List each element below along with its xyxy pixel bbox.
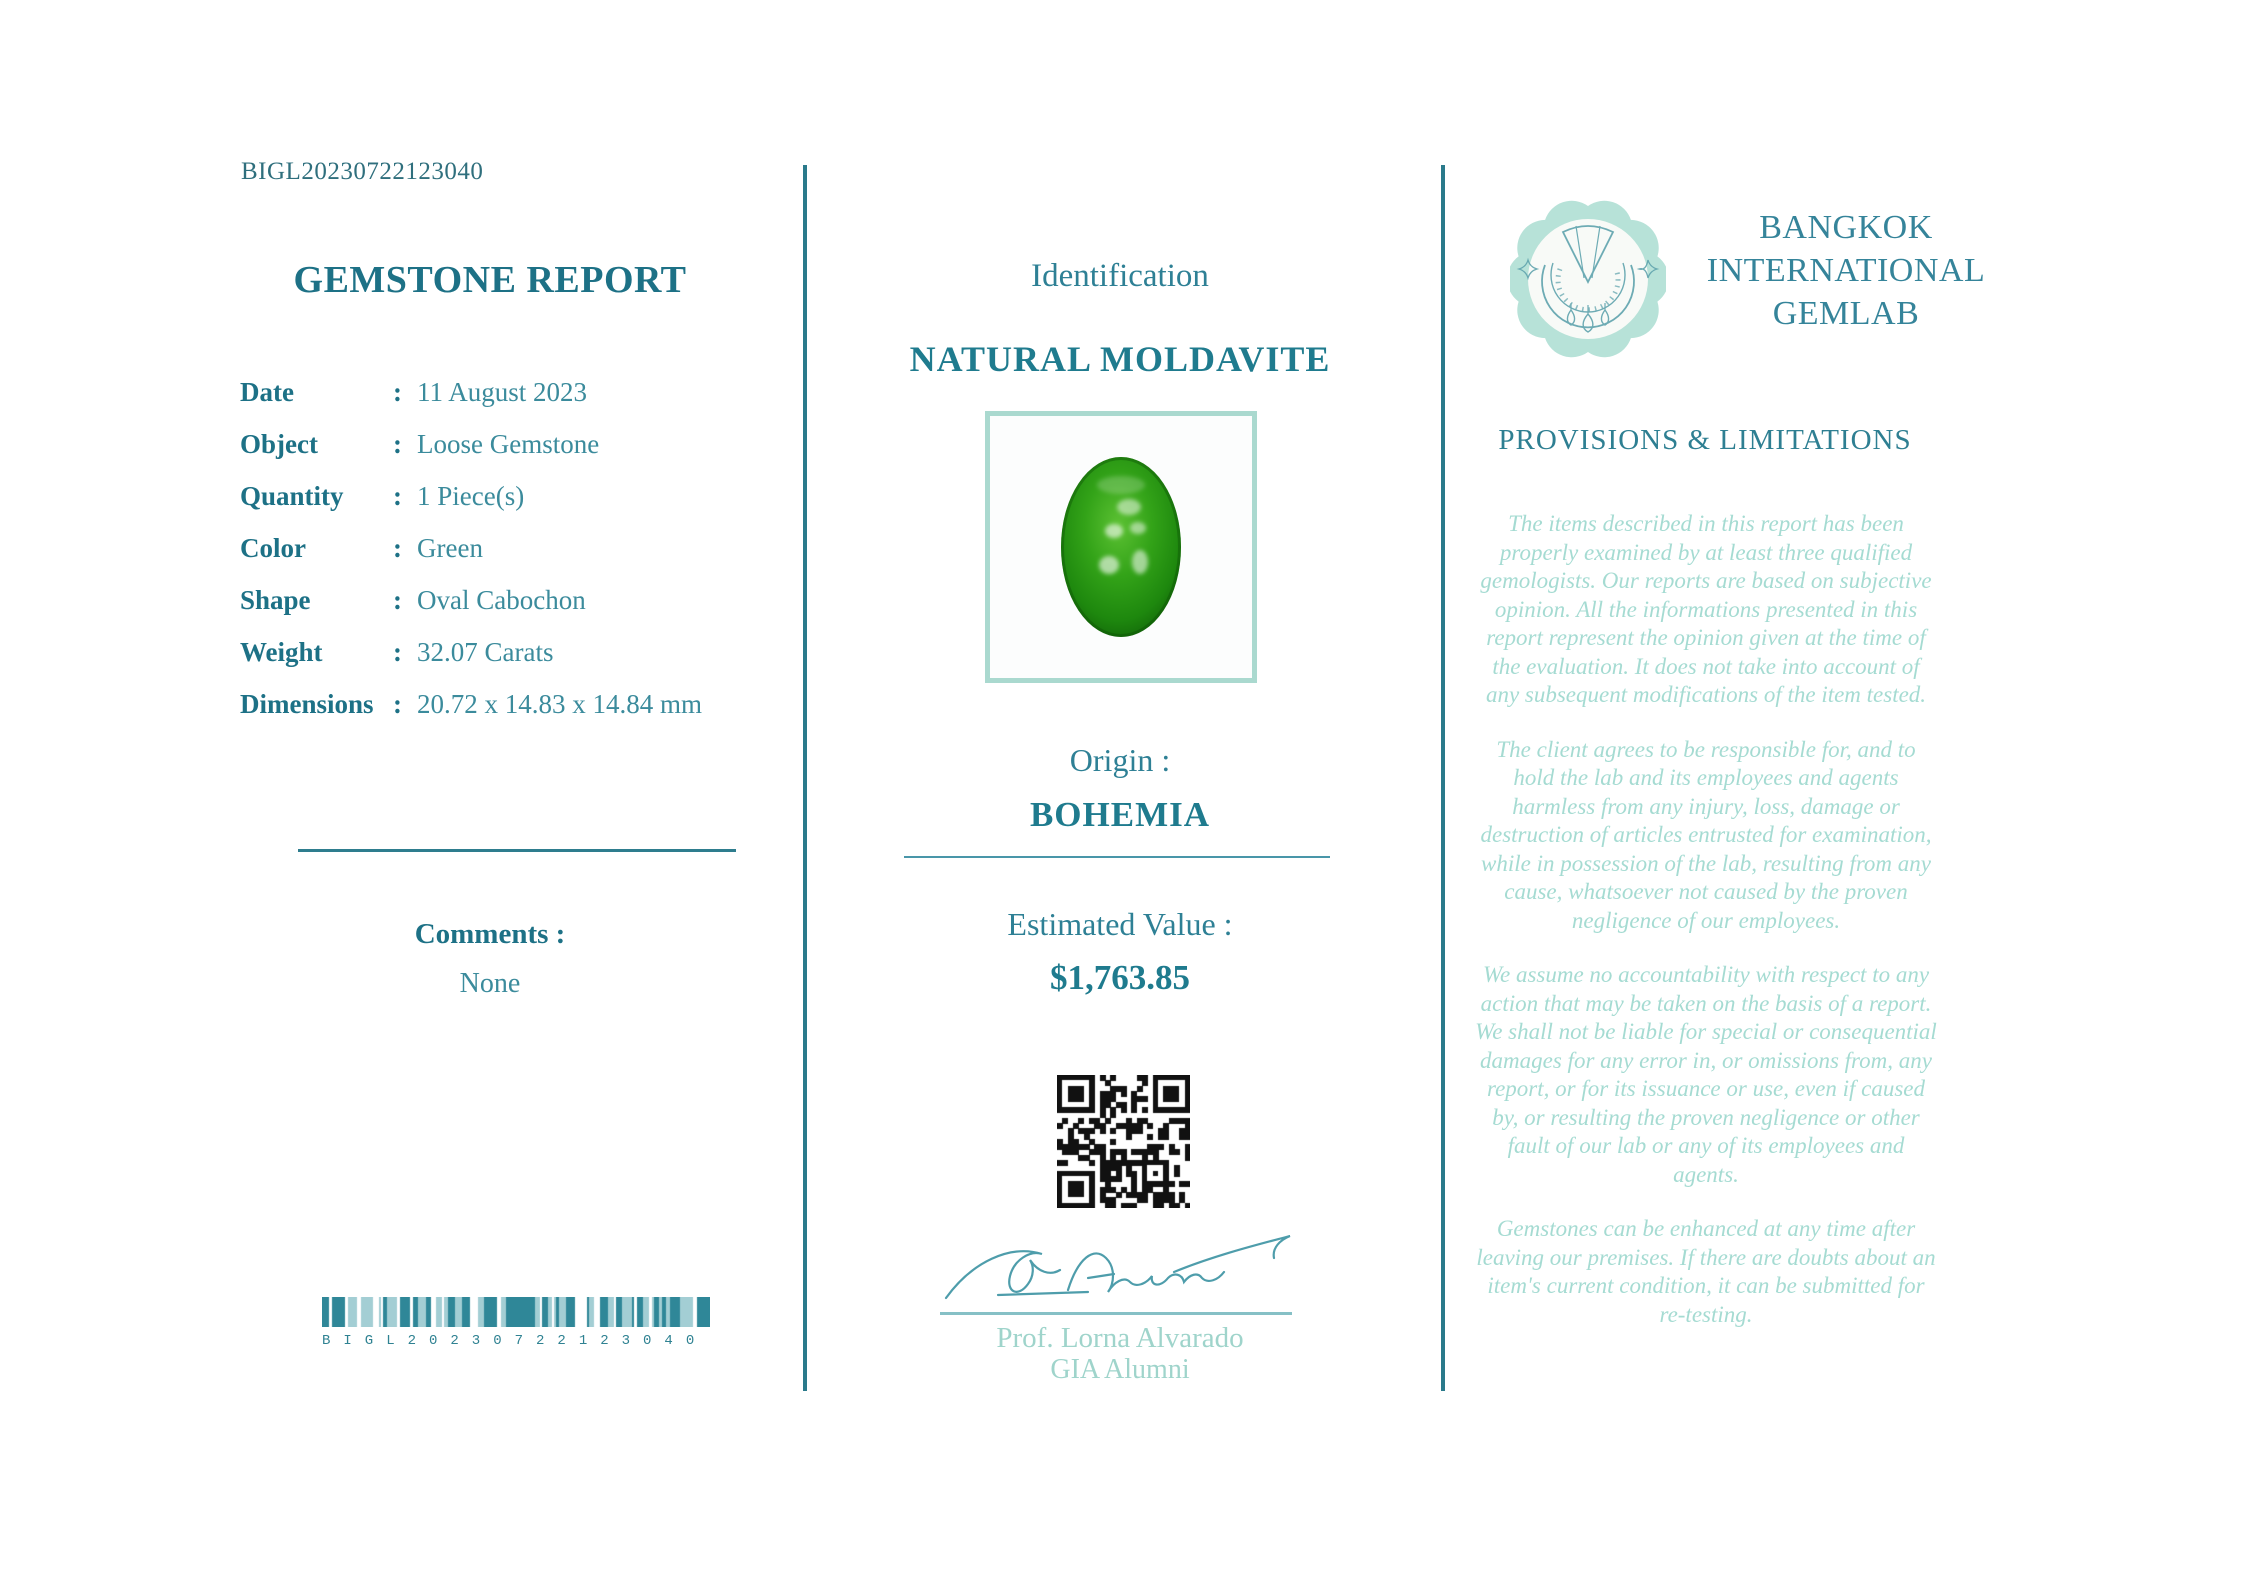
attribute-value: 1 Piece(s) (417, 481, 525, 511)
attribute-row-dimensions (240, 688, 760, 721)
attribute-value: Green (417, 533, 483, 563)
attribute-label: Dimensions (240, 689, 374, 719)
provisions-paragraph: Gemstones can be enhanced at any time after leaving our premises. If there are doubts about an item's current condition, it can be submitted for re-testing. (1476, 1216, 1936, 1327)
comments-label: Comments : (414, 918, 566, 950)
qr-code (1057, 1075, 1190, 1208)
provisions-paragraph: The client agrees to be responsible for, and to hold the lab and its employees and agents harmless from any injury, loss, damage or destruction of articles entrusted for examination, while in possession of the lab, resulting from any cause, whatsoever not caused by the proven negligence of our employees. (1480, 736, 1932, 933)
barcode (322, 1297, 712, 1349)
attribute-row-quantity (240, 480, 760, 513)
attribute-value: Oval Cabochon (417, 585, 586, 615)
identification-result: NATURAL MOLDAVITE (909, 339, 1331, 379)
attribute-label: Date (240, 377, 294, 407)
attribute-separator: : (393, 377, 402, 407)
barcode-bars (322, 1297, 710, 1327)
lab-name (1686, 206, 2006, 335)
attribute-value: 20.72 x 14.83 x 14.84 mm (417, 689, 703, 719)
provisions-paragraph: We assume no accountability with respect to any action that may be taken on the basis of a report. We shall not be liable for special or consequential damages for any error in, or omissions from, any report, or for its issuance or use, even if caused by, or resulting the proven negligence or other fault of our lab or any of its employees and agents. (1475, 962, 1937, 1187)
signature-icon (938, 1232, 1298, 1317)
provisions-title: PROVISIONS & LIMITATIONS (1498, 424, 1912, 456)
provisions-paragraph: The items described in this report has been properly examined by at least three qualified gemologists. Our reports are based on subjective opinion. All the informations presented in this report represent the opinion given at the time of the evaluation. It does not take into account of any subsequent modifications of the item tested. (1480, 511, 1932, 707)
column-divider-left (803, 165, 807, 1391)
report-title: GEMSTONE REPORT (293, 259, 687, 301)
attribute-row-date (240, 376, 760, 409)
attribute-row-object (240, 428, 760, 461)
identification-heading: Identification (1031, 258, 1209, 294)
attribute-row-weight (240, 636, 760, 669)
attribute-label: Color (240, 533, 306, 563)
signatory-name: Prof. Lorna Alvarado (996, 1322, 1244, 1354)
attribute-separator: : (393, 429, 402, 459)
origin-value: BOHEMIA (1029, 795, 1211, 834)
column-divider-right (1441, 165, 1445, 1391)
provisions-text (1475, 510, 1937, 1355)
attribute-label: Weight (240, 637, 323, 667)
attribute-separator: : (393, 533, 402, 563)
report-number: BIGL20230722123040 (241, 158, 484, 185)
section-divider (298, 849, 736, 852)
estimated-value-label: Estimated Value : (1007, 906, 1233, 942)
attribute-separator: : (393, 481, 402, 511)
lab-name-line: BANGKOK (1759, 209, 1933, 246)
attribute-row-color (240, 532, 760, 565)
attribute-label: Object (240, 429, 318, 459)
comments-value: None (459, 968, 521, 999)
attribute-separator: : (393, 585, 402, 615)
attribute-separator: : (393, 689, 402, 719)
origin-label: Origin : (1069, 742, 1171, 778)
gem-photo (1059, 455, 1184, 639)
attribute-label: Shape (240, 585, 311, 615)
signature-line (940, 1312, 1292, 1315)
lab-logo-icon (1510, 199, 1666, 359)
lab-name-line: INTERNATIONAL (1706, 252, 1986, 289)
attribute-value: 11 August 2023 (417, 377, 588, 407)
attribute-row-shape (240, 584, 760, 617)
gem-attributes-table (240, 376, 760, 740)
attribute-separator: : (393, 637, 402, 667)
attribute-label: Quantity (240, 481, 344, 511)
attribute-value: Loose Gemstone (417, 429, 600, 459)
section-divider (904, 856, 1330, 858)
signatory-title: GIA Alumni (1050, 1354, 1190, 1385)
barcode-text: BIGL20230722123040 (322, 1333, 708, 1349)
attribute-value: 32.07 Carats (417, 637, 554, 667)
lab-name-line: GEMLAB (1772, 295, 1920, 332)
estimated-value-amount: $1,763.85 (1050, 958, 1190, 997)
gem-photo-frame (985, 411, 1257, 683)
